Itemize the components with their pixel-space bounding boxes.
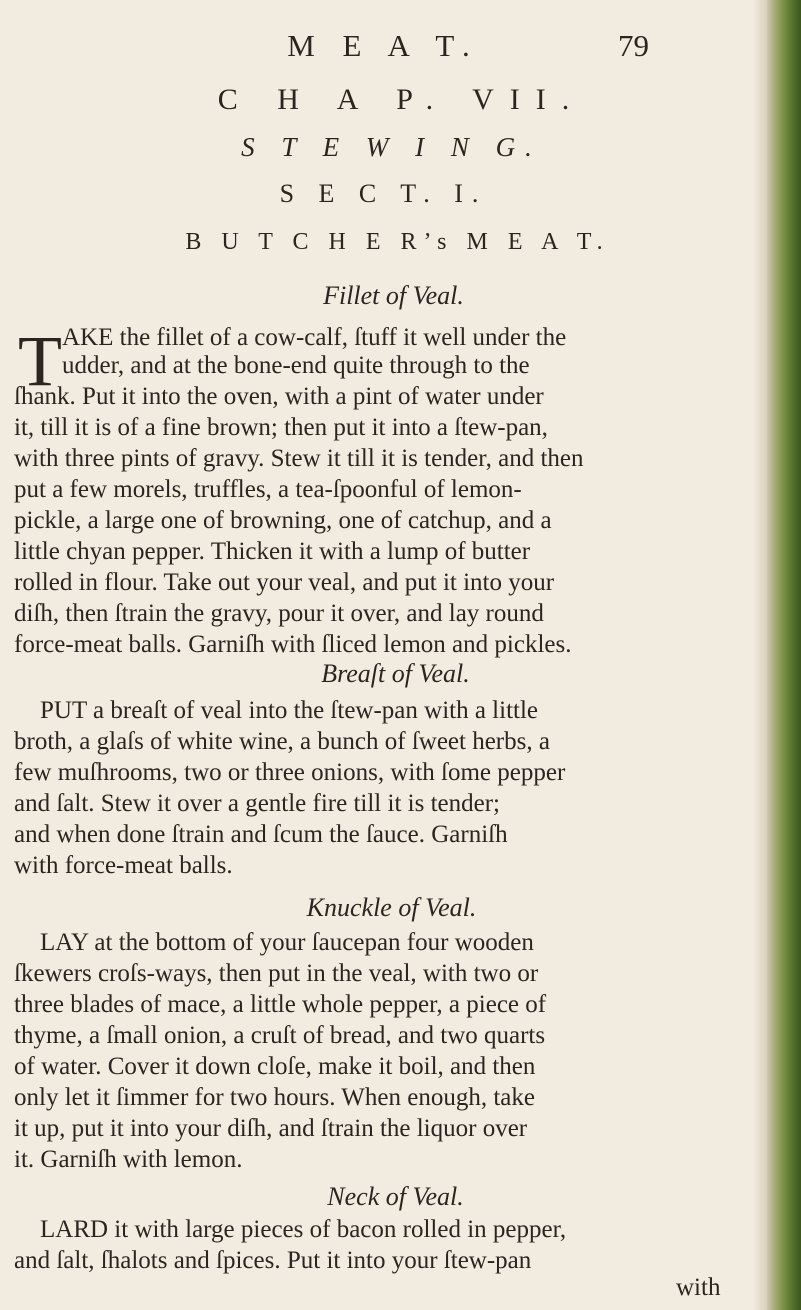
section-heading: S E C T. I.: [279, 179, 488, 208]
text-line: LAY at the bottom of your ſaucepan four wooden: [40, 929, 534, 956]
text-line: few muſhrooms, two or three onions, with ſome pepper: [14, 759, 566, 786]
text-line: it. Garniſh with lemon.: [14, 1146, 243, 1173]
page-number: 79: [618, 28, 649, 63]
text-line: and ſalt. Stew it over a gentle fire till it is tender;: [14, 790, 500, 817]
text-line: little chyan pepper. Thicken it with a lump of butter: [14, 538, 531, 565]
text-line: AKE the fillet of a cow-calf, ſtuff it well under the: [62, 324, 567, 351]
chapter-title: S T E W I N G.: [241, 132, 542, 162]
chapter-heading: C H A P. VII.: [217, 83, 586, 116]
recipe-title-breast: Breaſt of Veal.: [321, 659, 470, 688]
text-line: only let it ſimmer for two hours. When enough, take: [14, 1084, 535, 1111]
text-line: three blades of mace, a little whole pepper, a piece of: [14, 991, 547, 1018]
text-line: it up, put it into your diſh, and ſtrain the liquor over: [14, 1115, 528, 1142]
running-title: M E A T.: [287, 28, 480, 63]
text-line: ſkewers croſs-ways, then put in the veal, with two or: [14, 960, 539, 987]
text-line: broth, a glaſs of white wine, a bunch of ſweet herbs, a: [14, 728, 550, 755]
text-line: force-meat balls. Garniſh with ſliced lemon and pickles.: [14, 631, 572, 658]
book-gutter: [767, 0, 801, 1310]
recipe-title-neck: Neck of Veal.: [327, 1182, 464, 1211]
drop-cap: T: [18, 321, 62, 401]
text-line: and when done ſtrain and ſcum the ſauce. Garniſh: [14, 821, 508, 848]
text-line: udder, and at the bone-end quite through to the: [62, 352, 530, 379]
text-line: with three pints of gravy. Stew it till it is tender, and then: [14, 445, 584, 472]
text-line: and ſalt, ſhalots and ſpices. Put it into your ſtew-pan: [14, 1247, 532, 1274]
text-line: it, till it is of a fine brown; then put it into a ſtew-pan,: [14, 414, 548, 441]
text-line: put a few morels, truffles, a tea-ſpoonful of lemon-: [14, 476, 522, 503]
text-line: thyme, a ſmall onion, a cruſt of bread, and two quarts: [14, 1022, 546, 1049]
recipe-title-knuckle: Knuckle of Veal.: [306, 893, 477, 922]
text-line: rolled in flour. Take out your veal, and put it into your: [14, 569, 555, 596]
text-line: LARD it with large pieces of bacon rolled in pepper,: [40, 1216, 567, 1243]
text-line: pickle, a large one of browning, one of catchup, and a: [14, 507, 552, 534]
text-line: diſh, then ſtrain the gravy, pour it over, and lay round: [14, 600, 544, 627]
text-line: with force-meat balls.: [14, 852, 233, 879]
catchword: with: [676, 1274, 721, 1301]
text-line: ſhank. Put it into the oven, with a pint of water under: [14, 383, 544, 410]
section-title: B U T C H E R’s M E A T.: [185, 229, 610, 255]
recipe-title-fillet: Fillet of Veal.: [323, 281, 464, 310]
text-line: of water. Cover it down cloſe, make it boil, and then: [14, 1053, 536, 1080]
text-line: PUT a breaſt of veal into the ſtew-pan with a little: [40, 697, 539, 724]
